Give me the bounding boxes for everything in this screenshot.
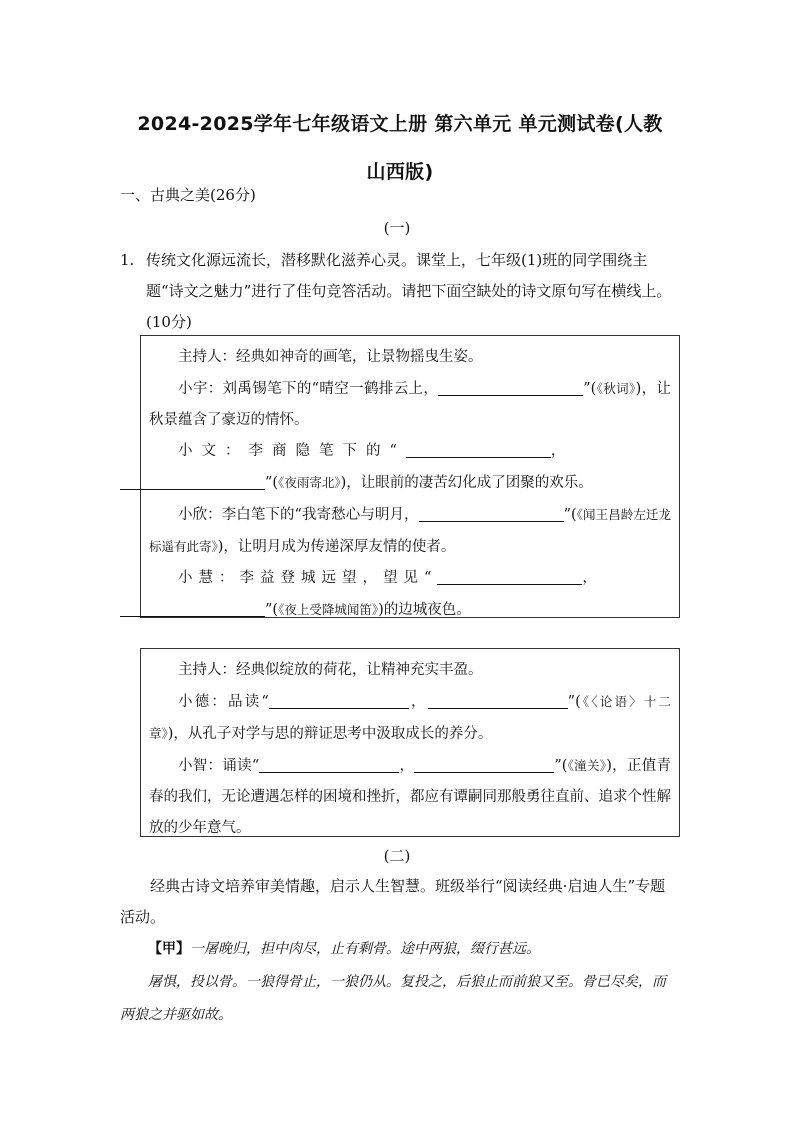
answer-blank[interactable] [438, 377, 583, 396]
question-1 [120, 245, 678, 338]
title-line-1: 2024-2025学年七年级语文上册 第六单元 单元测试卷(人教 [137, 113, 663, 135]
xiaohui-line: 小慧：李益登城远望，望见“ ， ”(《夜上受降城闻笛》)的边城夜色。 [149, 563, 671, 626]
part-one-heading: (一) [383, 219, 411, 237]
quote-box-2 [140, 648, 680, 837]
answer-blank[interactable] [259, 754, 399, 773]
xiaozhi-line: 小智：诵读“ ， ”(《潼关》)，正值青春的我们，无论遭遇怎样的困境和挫折，都应有谭嗣同那般勇往直前、追求个性解放的少年意气。 [149, 750, 671, 844]
xiaoxin-line: 小欣：李白笔下的“我寄愁心与明月， ”(《闻王昌龄左迁龙标遥有此寄》)，让明月成为传递深厚友情的使者。 [149, 499, 671, 563]
title-line-2: 山西版) [366, 161, 434, 183]
source-title: 《潼关》 [567, 758, 607, 773]
jia-line-2: 屠惧，投以骨。一狼得骨止，一狼仍从。复投之，后狼止而前狼又至。骨已尽矣，而两狼之并驱如故。 [120, 974, 666, 1023]
answer-blank[interactable] [120, 598, 265, 617]
xiaowen-line: 小文：李商隐笔下的“ ， ”(《夜雨寄北》)，让眼前的凄苦幻化成了团聚的欢乐。 [149, 436, 671, 499]
part-two-intro [120, 871, 678, 933]
jia-line-1: 【甲】一屠晚归，担中肉尽，止有剩骨。途中两狼，缀行甚远。 [148, 941, 540, 957]
answer-blank[interactable] [269, 690, 409, 709]
quote-box-1 [140, 335, 680, 618]
xiaode-line: 小德：品读“ ， ”(《〈论语〉十二章》)，从孔子对学与思的辩证思考中汲取成长的养分。 [149, 686, 671, 750]
source-title: 《秋词》 [596, 381, 636, 396]
question-text: 传统文化源远流长，潜移默化滋养心灵。课堂上，七年级(1)班的同学围绕主题“诗文之魅力”进行了佳句竞答活动。请把下面空缺处的诗文原句写在横线上。(10分) [146, 251, 672, 331]
answer-blank[interactable] [120, 471, 265, 490]
section-heading: 一、古典之美(26分) [120, 186, 256, 204]
answer-blank[interactable] [437, 566, 582, 585]
source-title: 《夜上受降城闻笛》 [278, 602, 379, 617]
host-line: 主持人：经典如神奇的画笔，让景物摇曳生姿。 [178, 349, 483, 365]
answer-blank[interactable] [414, 754, 554, 773]
source-title: 《闻王昌龄左迁龙标遥有此寄》 [149, 507, 671, 554]
host-line: 主持人：经典似绽放的荷花，让精神充实丰盈。 [178, 662, 483, 678]
document-title [110, 100, 690, 196]
source-title: 《夜雨寄北》 [278, 475, 341, 490]
answer-blank[interactable] [419, 503, 564, 522]
intro-paragraph: 经典古诗文培养审美情趣，启示人生智慧。班级举行“阅读经典·启迪人生”专题活动。 [120, 877, 666, 926]
jia-label: 【甲】 [148, 941, 190, 957]
source-title: 《〈论语〉十二章》 [149, 694, 671, 741]
question-number: 1. [120, 251, 135, 269]
answer-blank[interactable] [406, 439, 551, 458]
classical-text-jia [120, 933, 678, 1032]
xiaoyu-line: 小宇：刘禹锡笔下的“晴空一鹤排云上， ”(《秋词》)，让秋景蕴含了豪迈的情怀。 [149, 373, 671, 436]
answer-blank[interactable] [428, 690, 568, 709]
part-two-heading: (二) [383, 847, 411, 865]
